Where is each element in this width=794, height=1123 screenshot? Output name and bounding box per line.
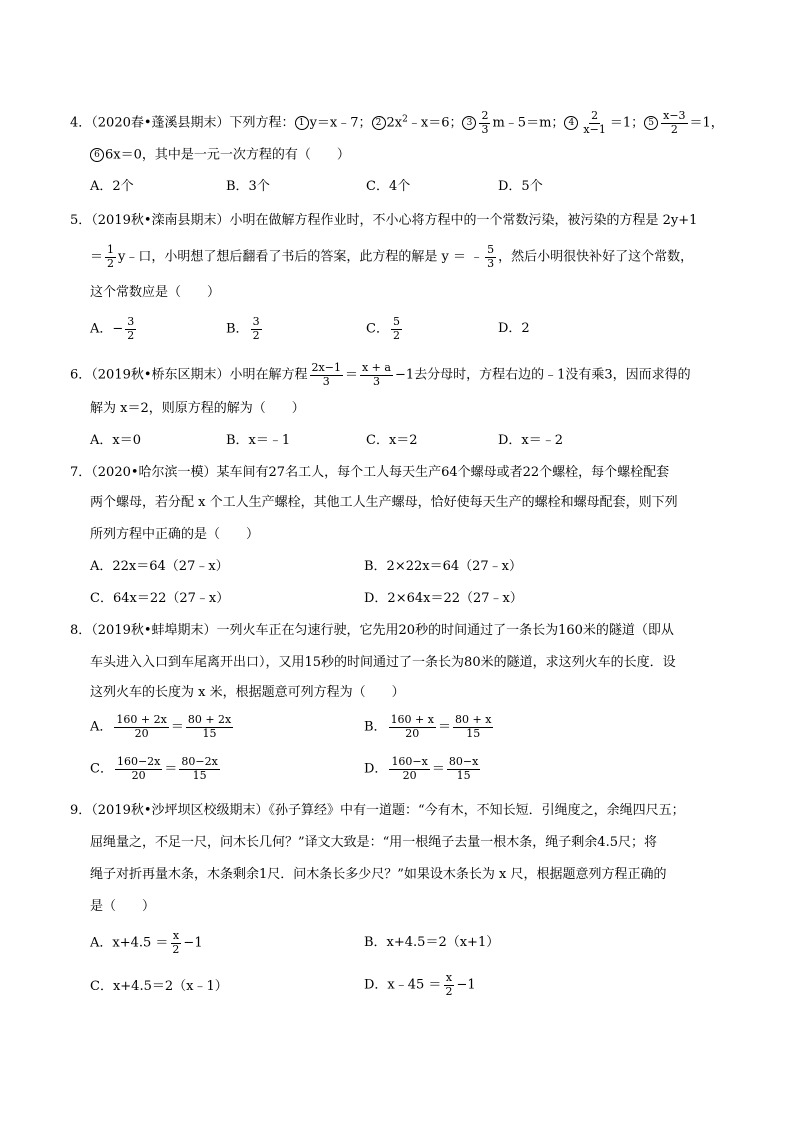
option-b: B．3个 xyxy=(226,179,270,194)
fraction: $\frac{80-2x}{15}$ xyxy=(181,755,218,782)
option-c: C．x＝2 xyxy=(366,433,418,448)
question-6-line-1: 6．（2019秋•桥东区期末）小明在解方程 $\frac{2x-1}{3}$ ＝ $\frac{x + a}{3}$ −1去分母时，方程右边的﹣1没有乘3，因而求得的 xyxy=(70,361,691,388)
option-b: B． $\frac{3}{2}$ xyxy=(226,315,260,342)
question-7-line-3: 所列方程中正确的是（ ） xyxy=(90,527,260,542)
option-b: B．x+4.5＝2（x+1） xyxy=(364,935,500,950)
question-5-line-3: 这个常数应是（ ） xyxy=(90,285,221,300)
fraction: $\frac{5}{3}$ xyxy=(487,243,495,270)
option-a: A．x+4.5 ＝ $\frac{x}{2}$ −1 xyxy=(90,929,203,956)
circled-3-icon: 3 xyxy=(462,116,476,130)
question-5-line-2: ＝ $\frac{1}{2}$ y﹣口，小明想了想后翻看了书后的答案，此方程的解是 y ＝ ﹣ $\frac{5}{3}$ ，然后小明很快补好了这个常数， xyxy=(90,243,694,270)
option-c: C．4个 xyxy=(366,179,411,194)
fraction: $\frac{80-x}{15}$ xyxy=(448,755,479,782)
question-6-line-2: 解为 x＝2，则原方程的解为（ ） xyxy=(90,401,305,416)
fraction: $\frac{80 + 2x}{15}$ xyxy=(187,713,232,740)
circled-5-icon: 5 xyxy=(644,116,658,130)
fraction: $\frac{5}{2}$ xyxy=(392,315,400,342)
option-d: D．x＝﹣2 xyxy=(498,433,564,448)
option-a: A．22x＝64（27﹣x） xyxy=(90,559,229,574)
circled-4-icon: 4 xyxy=(564,116,578,130)
fraction: $\frac{1}{2}$ xyxy=(107,243,115,270)
fraction: $\frac{x-3}{2}$ xyxy=(663,109,686,136)
option-b: B．x＝﹣1 xyxy=(226,433,291,448)
fraction: $\frac{160 + x}{20}$ xyxy=(390,713,434,740)
fraction: $\frac{x}{2}$ xyxy=(445,971,453,998)
question-9-line-3: 绳子对折再量木条，木条剩余1尺．问木条长多少尺？”如果设木条长为 x 尺，根据题意列方程正确的 xyxy=(90,867,667,882)
question-9-line-1: 9．（2019秋•沙坪坝区校级期末）《孙子算经》中有一道题：“今有木，不知长短．引绳度之，余绳四尺五； xyxy=(70,803,685,818)
fraction: $\frac{2x-1}{3}$ xyxy=(311,361,341,388)
option-c: C． $\frac{5}{2}$ xyxy=(366,315,400,342)
question-8-line-3: 这列火车的长度为 x 米，根据题意可列方程为（ ） xyxy=(90,685,405,700)
fraction: $\frac{x}{2}$ xyxy=(172,929,180,956)
question-7-line-2: 两个螺母，若分配 x 个工人生产螺栓，其他工人生产螺母，恰好使每天生产的螺栓和螺母配套，则下列 xyxy=(90,495,678,510)
question-source: （2020春•蓬溪县期末） xyxy=(91,115,230,131)
option-d: D．2 xyxy=(498,321,530,336)
fraction: $\frac{3}{2}$ xyxy=(252,315,260,342)
circled-6-icon: 6 xyxy=(90,148,104,162)
fraction: $\frac{2}{3}$ xyxy=(481,109,489,136)
fraction: $\frac{80 + x}{15}$ xyxy=(455,713,492,740)
fraction: $\frac{x + a}{3}$ xyxy=(361,361,391,388)
fraction: $\frac{3}{2}$ xyxy=(127,315,135,342)
option-a: A．x＝0 xyxy=(90,433,141,448)
question-4-line-2: 6 6x＝0，其中是一元一次方程的有（ ） xyxy=(90,148,350,162)
fraction: $\frac{2}{x-1}$ xyxy=(583,109,606,136)
option-a: A． $\frac{160 + 2x}{20}$ ＝ $\frac{80 + 2x}{15}$ xyxy=(90,713,232,740)
question-number: 4． xyxy=(70,115,92,131)
option-c: C．64x＝22（27﹣x） xyxy=(90,591,230,606)
fraction: $\frac{160-x}{20}$ xyxy=(391,755,428,782)
option-d: D．2×64x＝22（27﹣x） xyxy=(364,591,523,606)
option-b: B． $\frac{160 + x}{20}$ ＝ $\frac{80 + x}{15}$ xyxy=(364,713,492,740)
option-c: C．x+4.5＝2（x﹣1） xyxy=(90,979,228,994)
option-b: B．2×22x＝64（27﹣x） xyxy=(364,559,523,574)
circled-2-icon: 2 xyxy=(372,116,386,130)
question-9-line-4: 是（ ） xyxy=(90,899,156,914)
circled-1-icon: 1 xyxy=(295,116,309,130)
option-d: D． $\frac{160-x}{20}$ ＝ $\frac{80-x}{15}$ xyxy=(364,755,479,782)
question-9-line-2: 屈绳量之，不足一尺，问木长几何？”译文大致是：“用一根绳子去量一根木条，绳子剩余4.5尺；将 xyxy=(90,835,657,850)
option-a: A．2个 xyxy=(90,179,134,194)
option-a: A．− $\frac{3}{2}$ xyxy=(90,315,135,342)
question-8-line-2: 车头进入入口到车尾离开出口），又用15秒的时间通过了一条长为80米的隧道，求这列火车的长度．设 xyxy=(90,655,676,670)
fraction: $\frac{160-2x}{20}$ xyxy=(116,755,161,782)
option-d: D．5个 xyxy=(498,179,543,194)
option-d: D．x﹣45 ＝ $\frac{x}{2}$ −1 xyxy=(364,971,476,998)
question-stem: 下列方程： xyxy=(229,115,295,131)
question-5-line-1: 5．（2019秋•滦南县期末）小明在做解方程作业时，不小心将方程中的一个常数污染，被污染的方程是 2y+1 xyxy=(70,213,698,228)
question-7-line-1: 7．（2020•哈尔滨一模）某车间有27名工人，每个工人每天生产64个螺母或者22个螺栓，每个螺栓配套 xyxy=(70,465,670,480)
fraction: $\frac{160 + 2x}{20}$ xyxy=(116,713,167,740)
question-8-line-1: 8．（2019秋•蚌埠期末）一列火车正在匀速行驶，它先用20秒的时间通过了一条长为160米的隧道（即从 xyxy=(70,623,674,638)
option-c: C． $\frac{160-2x}{20}$ ＝ $\frac{80-2x}{15}$ xyxy=(90,755,218,782)
question-4-line-1: 4．（2020春•蓬溪县期末）下列方程： 1 y＝x﹣7； 2 $2x^2﹣x=6$； 3 $\frac{2}{3}$ m﹣5＝m； 4 $\frac{2}{x-1}$ ＝1； 5 $\frac{x-3}{2}$ ＝1， xyxy=(70,109,724,136)
